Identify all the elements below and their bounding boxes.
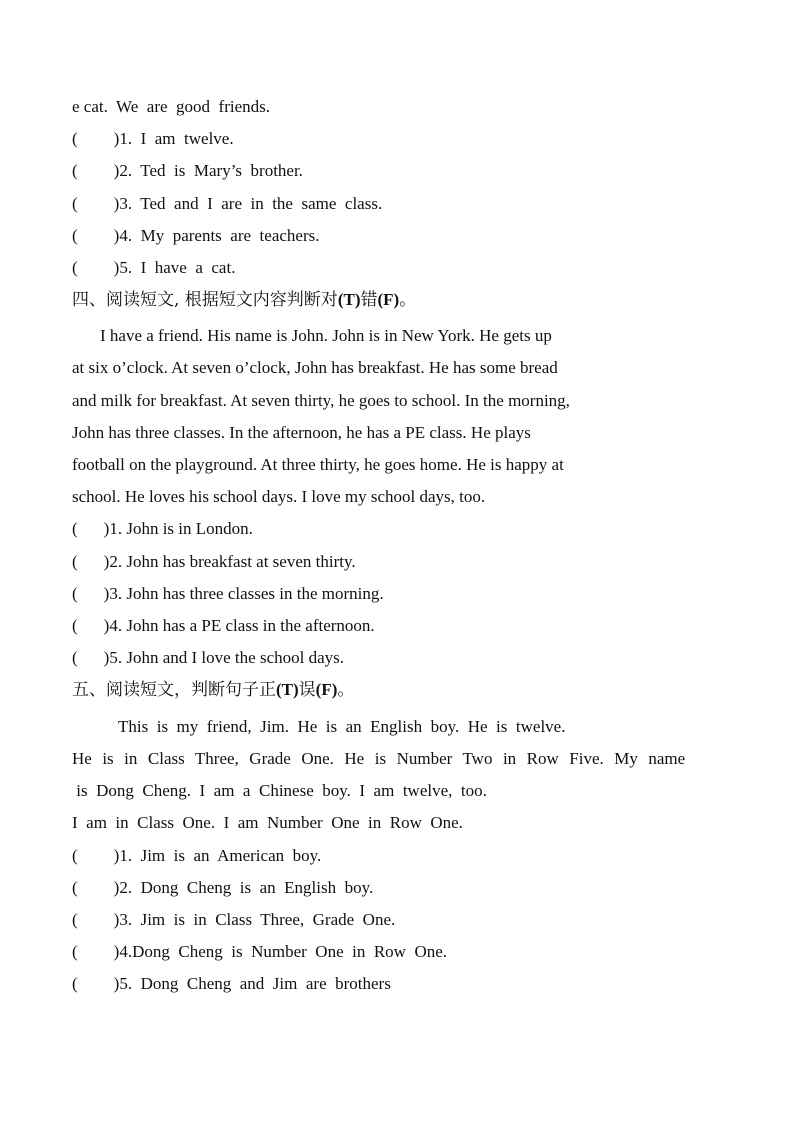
question-item: ( )5. I have a cat.: [72, 258, 236, 277]
passage-line: This is my friend, Jim. He is an English boy. He is twelve.: [118, 717, 566, 736]
question-item: ( )5. John and I love the school days.: [72, 648, 344, 667]
answer-blank[interactable]: ( ): [72, 161, 120, 180]
passage-line: is Dong Cheng. I am a Chinese boy. I am twelve, too.: [72, 781, 487, 800]
passage-line: football on the playground. At three thirty, he goes home. He is happy at: [72, 455, 564, 474]
question-item: ( )3. Jim is in Class Three, Grade One.: [72, 910, 396, 929]
question-item: ( )2. John has breakfast at seven thirty.: [72, 552, 356, 571]
question-item: ( )3. Ted and I are in the same class.: [72, 194, 383, 213]
question-item: ( )1. I am twelve.: [72, 129, 234, 148]
answer-blank[interactable]: ( ): [72, 584, 110, 603]
question-item: ( )1. Jim is an American boy.: [72, 846, 322, 865]
passage-line: John has three classes. In the afternoon, he has a PE class. He plays: [72, 423, 531, 442]
passage-line: I have a friend. His name is John. John is in New York. He gets up: [100, 326, 552, 345]
question-item: ( )1. John is in London.: [72, 519, 253, 538]
answer-blank[interactable]: ( ): [72, 226, 120, 245]
answer-blank[interactable]: ( ): [72, 129, 120, 148]
passage-line: school. He loves his school days. I love my school days, too.: [72, 487, 486, 506]
answer-blank[interactable]: ( ): [72, 648, 110, 667]
question-item: ( )2. Ted is Mary’s brother.: [72, 161, 303, 180]
section-3-continuation: e cat. We are good friends.: [72, 97, 270, 116]
answer-blank[interactable]: ( ): [72, 194, 120, 213]
question-item: ( )4. John has a PE class in the afternoon.: [72, 616, 375, 635]
question-item: ( )4.Dong Cheng is Number One in Row One.: [72, 942, 448, 961]
answer-blank[interactable]: ( ): [72, 258, 120, 277]
passage-line: at six o’clock. At seven o’clock, John has breakfast. He has some bread: [72, 358, 558, 377]
question-item: ( )5. Dong Cheng and Jim are brothers: [72, 974, 391, 993]
answer-blank[interactable]: ( ): [72, 519, 110, 538]
passage-line: and milk for breakfast. At seven thirty, he goes to school. In the morning,: [72, 391, 570, 410]
section-5-heading: 五、阅读短文，判断句子正(T)误(F)。: [72, 680, 355, 700]
answer-blank[interactable]: ( ): [72, 878, 120, 897]
answer-blank[interactable]: ( ): [72, 846, 120, 865]
question-item: ( )4. My parents are teachers.: [72, 226, 320, 245]
passage-line: I am in Class One. I am Number One in Row One.: [72, 813, 463, 832]
answer-blank[interactable]: ( ): [72, 910, 120, 929]
answer-blank[interactable]: ( ): [72, 552, 110, 571]
answer-blank[interactable]: ( ): [72, 942, 120, 961]
answer-blank[interactable]: ( ): [72, 616, 110, 635]
section-4-heading: 四、阅读短文, 根据短文内容判断对(T)错(F)。: [72, 290, 417, 310]
question-item: ( )3. John has three classes in the morning.: [72, 584, 384, 603]
answer-blank[interactable]: ( ): [72, 974, 120, 993]
question-item: ( )2. Dong Cheng is an English boy.: [72, 878, 374, 897]
passage-line: He is in Class Three, Grade One. He is Number Two in Row Five. My name: [72, 749, 686, 768]
